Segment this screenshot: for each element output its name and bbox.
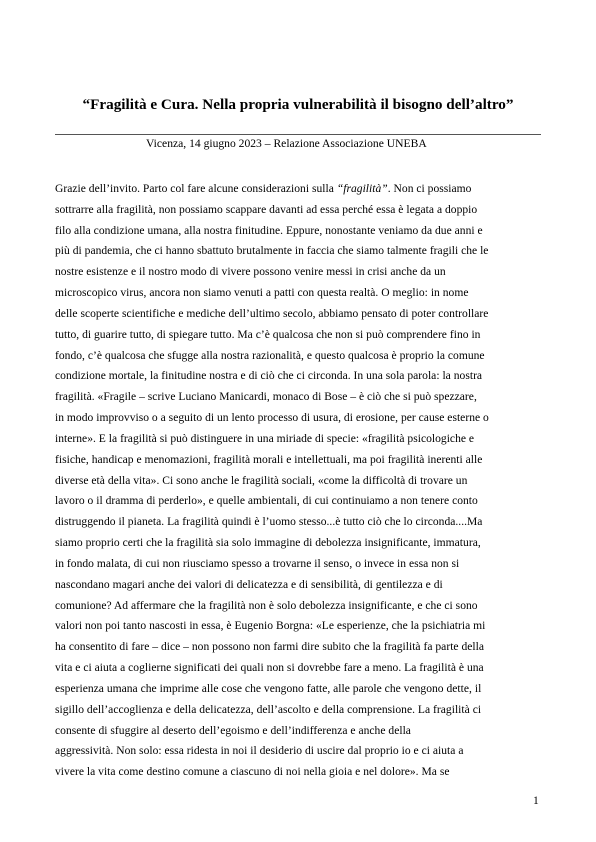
body-line: aggressività. Non solo: essa ridesta in noi il desiderio di uscire dal proprio io e ci aiuta a — [55, 745, 464, 758]
page-number: 1 — [533, 794, 539, 807]
body-line: consente di sfuggire al deserto dell’egoismo e dell’indifferenza e anche della — [55, 724, 411, 737]
body-line: fisiche, handicap e menomazioni, fragilità morali e intellettuali, ma poi fragilità inerenti alle — [55, 453, 483, 466]
body-line: fondo, c’è qualcosa che sfugge alla nostra razionalità, e questo qualcosa è proprio la comune — [55, 349, 485, 362]
body-line: condizione mortale, la finitudine nostra e di ciò che ci circonda. In una sola parola: la nostra — [55, 370, 483, 383]
document-title: “Fragilità e Cura. Nella propria vulnerabilità il bisogno dell’altro” — [82, 96, 514, 113]
body-line: nostre esistenze e il nostro modo di vivere possono venire messi in crisi anche da un — [55, 266, 446, 279]
body-line: fragilità. «Fragile – scrive Luciano Manicardi, monaco di Bose – è ciò che si può spezzare, — [55, 391, 477, 404]
body-line — [55, 182, 541, 203]
body-line-text: . Non ci possiamo — [387, 183, 472, 195]
body-line: vivere la vita come destino comune a ciascuno di noi nella gioia e nel dolore». Ma se — [55, 766, 450, 779]
body-line: in fondo malata, di cui non riusciamo spesso a trovarne il senso, o invece in essa non si — [55, 557, 460, 570]
title-divider — [55, 134, 541, 135]
body-line: distruggendo il pianeta. La fragilità quindi è l’uomo stesso...è tutto ciò che lo circonda....Ma — [55, 516, 483, 529]
body-line: sigillo dell’accoglienza e della delicatezza, dell’ascolto e della comprensione. La fragilità ci — [55, 703, 482, 716]
body-line: delle scoperte scientifiche e mediche dell’ultimo secolo, abbiamo pensato di poter controllare — [55, 307, 489, 320]
body-line: filo alla condizione umana, alla nostra finitudine. Eppure, nonostante veniamo da due anni e — [55, 224, 483, 237]
body-line: ha consentito di fare – dice – non possono non farmi dire subito che la fragilità fa parte della — [55, 641, 485, 654]
body-line: esperienza umana che imprime alle cose che vengono fatte, alle parole che vengono dette, il — [55, 682, 482, 695]
body-line: nascondano magari anche dei valori di delicatezza e di sensibilità, di gentilezza e di — [55, 578, 443, 591]
body-line: comunione? Ad affermare che la fragilità non è solo debolezza insignificante, e che ci sono — [55, 599, 478, 612]
body-line: interne». E la fragilità si può distinguere in una miriade di specie: «fragilità psicologiche e — [55, 432, 475, 445]
body-line: diverse età della vita». Ci sono anche le fragilità sociali, «come la difficoltà di trovare un — [55, 474, 468, 487]
body-line: valori non poi tanto nascosti in essa, è Eugenio Borgna: «Le esperienze, che la psichiatria mi — [55, 620, 486, 633]
body-line: in modo improvviso o a seguito di un lento processo di usura, di erosione, per cause esterne o — [55, 412, 489, 425]
body-line: più di pandemia, che ci hanno sbattuto brutalmente in faccia che siamo talmente fragili che le — [55, 245, 489, 258]
body-line: sottrarre alla fragilità, non possiamo scappare davanti ad essa perché essa è legata a doppio — [55, 203, 478, 216]
italic-term: “fragilità” — [336, 183, 388, 195]
body-line: tutto, di guarire tutto, di spiegare tutto. Ma c’è qualcosa che non si può comprendere fino in — [55, 328, 481, 341]
body-line: vita e ci aiuta a coglierne significati dei quali non si dovrebbe fare a meno. La fragilità è una — [55, 662, 484, 675]
body-line: microscopico virus, ancora non siamo venuti a patti con questa realtà. O meglio: in nome — [55, 287, 469, 300]
body-line: lavoro o il dramma di perderlo», e quelle ambientali, di cui continuiamo a non tenere conto — [55, 495, 478, 508]
body-line: siamo proprio certi che la fragilità sia solo immagine di debolezza insignificante, immatura, — [55, 537, 481, 550]
body-text — [55, 182, 541, 786]
document-subtitle: Vicenza, 14 giugno 2023 – Relazione Associazione UNEBA — [146, 137, 427, 150]
body-line-text: Grazie dell’invito. Parto col fare alcune considerazioni sulla — [55, 183, 337, 195]
